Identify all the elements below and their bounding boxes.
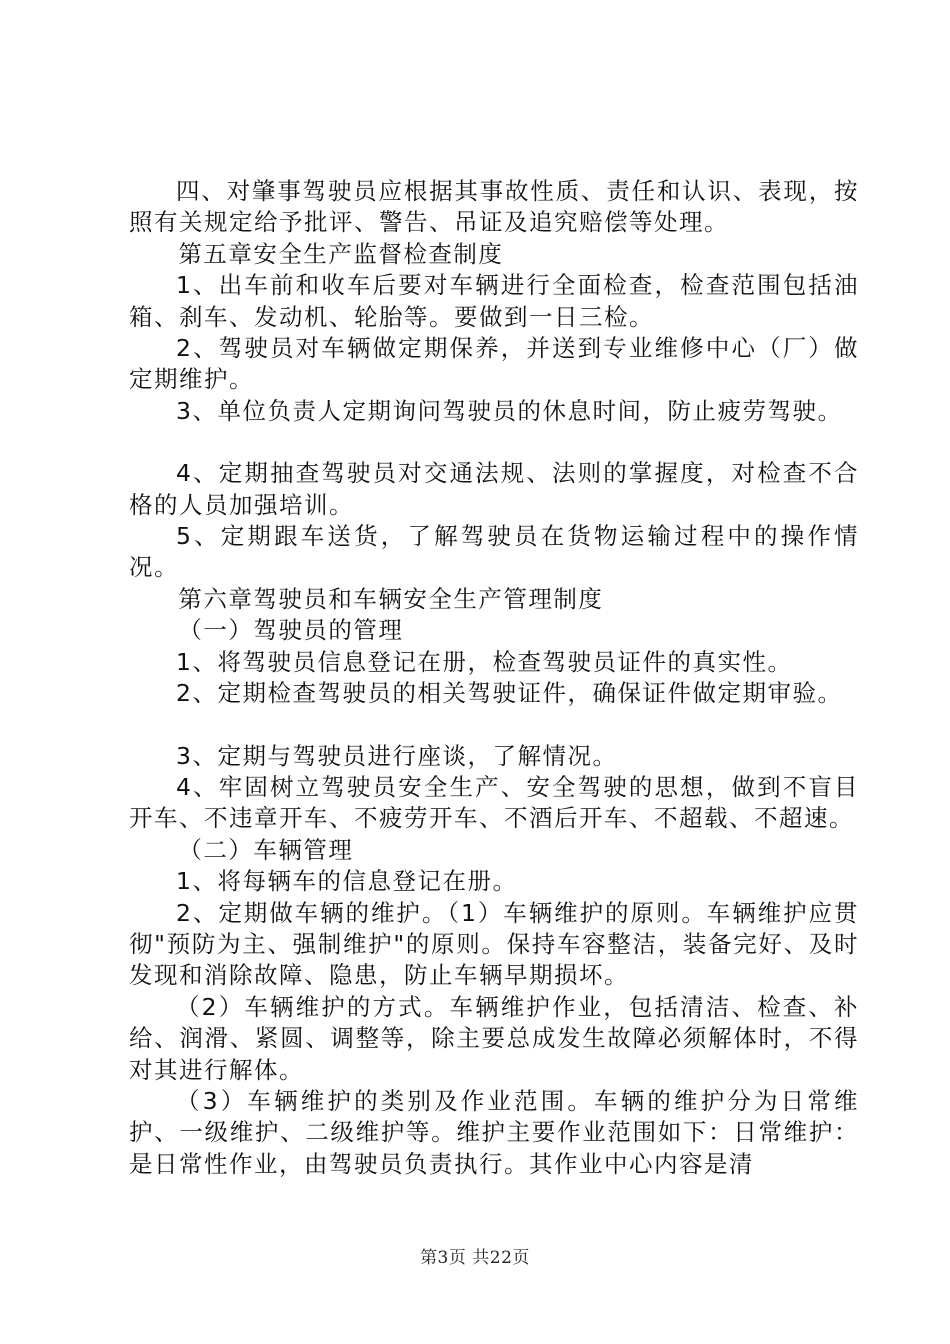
page-number-footer: 第3页 共22页 — [420, 1248, 530, 1268]
list-item: 2、驾驶员对车辆做定期保养，并送到专业维修中心（厂）做定期维护。 — [129, 334, 859, 394]
paragraph-penalty: 四、对肇事驾驶员应根据其事故性质、责任和认识、表现，按照有关规定给予批评、警告、吊证及追究赔偿等处理。 — [129, 177, 859, 237]
list-item: 3、单位负责人定期询问驾驶员的休息时间，防止疲劳驾驶。 — [176, 396, 843, 425]
list-item: 2、定期检查驾驶员的相关驾驶证件，确保证件做定期审验。 — [176, 679, 843, 708]
list-item: 3、定期与驾驶员进行座谈，了解情况。 — [176, 741, 618, 770]
section-vehicle-management-heading: （二）车辆管理 — [178, 835, 354, 864]
list-item: 4、定期抽查驾驶员对交通法规、法则的掌握度，对检查不合格的人员加强培训。 — [129, 459, 859, 519]
section-driver-management-heading: （一）驾驶员的管理 — [178, 616, 404, 645]
list-item: 1、将驾驶员信息登记在册，检查驾驶员证件的真实性。 — [176, 647, 793, 676]
list-item: 2、定期做车辆的维护。（1）车辆维护的原则。车辆维护应贯彻"预防为主、强制维护"的原则。保持车容整洁，装备完好、及时发现和消除故障、隐患，防止车辆早期损坏。 — [129, 898, 859, 990]
chapter-5-heading: 第五章安全生产监督检查制度 — [178, 239, 504, 268]
list-item: 1、出车前和收车后要对车辆进行全面检查，检查范围包括油箱、刹车、发动机、轮胎等。要做到一日三检。 — [129, 271, 859, 331]
list-item: 1、将每辆车的信息登记在册。 — [176, 867, 518, 896]
document-body — [129, 176, 859, 1180]
chapter-6-heading: 第六章驾驶员和车辆安全生产管理制度 — [178, 584, 604, 613]
list-item: 4、牢固树立驾驶员安全生产、安全驾驶的思想，做到不盲目开车、不违章开车、不疲劳开车、不酒后开车、不超载、不超速。 — [129, 772, 859, 833]
list-item: （3）车辆维护的类别及作业范围。车辆的维护分为日常维护、一级维护、二级维护等。维护主要作业范围如下：日常维护：是日常性作业，由驾驶员负责执行。其作业中心内容是清 — [129, 1086, 859, 1178]
list-item: （2）车辆维护的方式。车辆维护作业，包括清洁、检查、补给、润滑、紧圆、调整等，除主要总成发生故障必须解体时，不得对其进行解体。 — [129, 992, 859, 1084]
list-item: 5、定期跟车送货，了解驾驶员在货物运输过程中的操作情况。 — [129, 522, 859, 582]
